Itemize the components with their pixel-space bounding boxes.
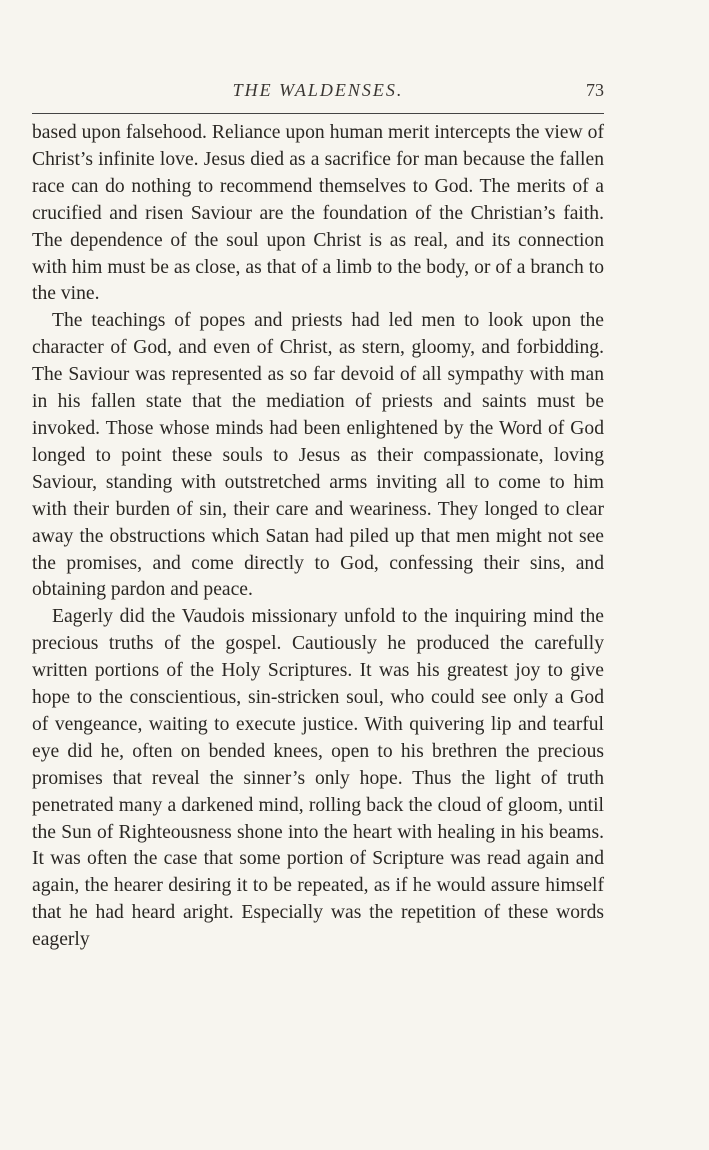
paragraph-continued: based upon falsehood. Reliance upon human merit intercepts the view of Christ’s infinite love. Jesus died as a sacrifice for man because the fallen race can do nothing to recommend themselves to God. The merits of a crucified and risen Saviour are the foundation of the Christian’s faith. The dependence of the soul upon Christ is as real, and its connection with him must be as close, as that of a limb to the body, or of a branch to the vine. bbox=[32, 122, 604, 305]
body-text bbox=[32, 120, 604, 954]
running-title: THE WALDENSES. bbox=[232, 80, 404, 100]
paragraph: The teachings of popes and priests had led men to look upon the character of God, and even of Christ, as stern, gloomy, and forbidding. The Saviour was represented as so far devoid of all sympathy with man in his fallen state that the mediation of priests and saints must be invoked. Those whose minds had been enlightened by the Word of God longed to point these souls to Jesus as their compassionate, loving Saviour, standing with outstretched arms inviting all to come to him with their burden of sin, their care and weariness. They longed to clear away the obstructions which Satan had piled up that men might not see the promises, and come directly to God, confessing their sins, and obtaining pardon and peace. bbox=[32, 310, 604, 601]
paragraph: Eagerly did the Vaudois missionary unfold to the inquiring mind the precious truths of the gospel. Cautiously he produced the carefully written portions of the Holy Scriptures. It was his greatest joy to give hope to the conscientious, sin-stricken soul, who could see only a God of vengeance, waiting to execute justice. With quivering lip and tearful eye did he, often on bended knees, open to his brethren the precious promises that reveal the sinner’s only hope. Thus the light of truth penetrated many a darkened mind, rolling back the cloud of gloom, until the Sun of Righteousness shone into the heart with healing in his beams. It was often the case that some portion of Scripture was read again and again, the hearer desiring it to be repeated, as if he would assure himself that he had heard aright. Especially was the repetition of these words eagerly bbox=[32, 606, 604, 951]
page-header bbox=[32, 80, 604, 110]
page-number: 73 bbox=[586, 80, 604, 100]
header-rule bbox=[32, 113, 604, 114]
